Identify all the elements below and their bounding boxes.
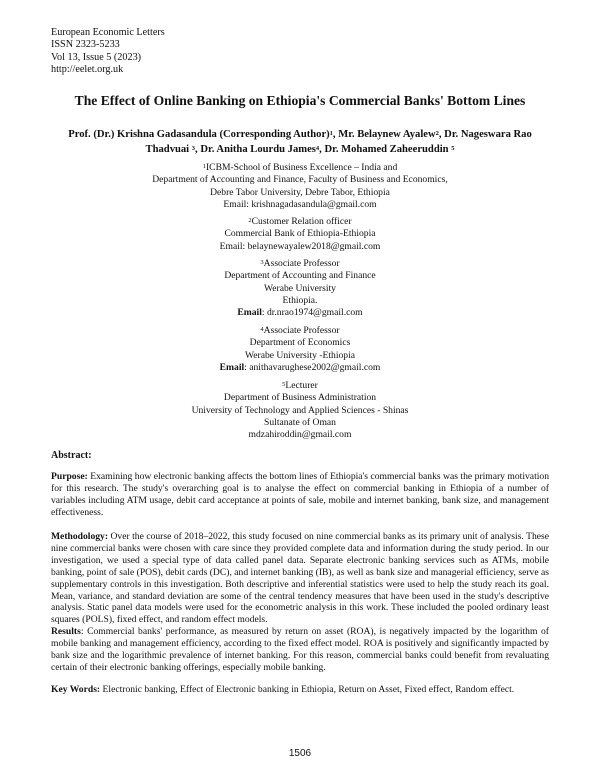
affiliation-sup: 2 bbox=[248, 217, 252, 224]
affiliation-sup: 1 bbox=[202, 163, 206, 170]
abstract-heading: Abstract: bbox=[51, 450, 92, 461]
author-3: , Dr. Nageswara Rao bbox=[438, 129, 532, 140]
affiliation-sup: 4 bbox=[260, 326, 264, 333]
journal-name: European Economic Letters bbox=[51, 27, 165, 38]
author-4: , Dr. Anitha Lourdu James bbox=[195, 144, 316, 155]
affiliation-1 bbox=[0, 162, 600, 211]
purpose-label: Purpose: bbox=[51, 471, 88, 482]
affiliation-line bbox=[0, 162, 600, 174]
methodology-label: Methodology: bbox=[51, 531, 109, 542]
author-5-sup: 5 bbox=[451, 145, 455, 152]
email-label: Email bbox=[219, 361, 245, 373]
affiliation-line bbox=[0, 380, 600, 392]
abstract-methodology bbox=[51, 531, 549, 626]
results-text: : Commercial banks' performance, as measured by return on asset (ROA), is negatively impacted by the logarithm of mobile banking and management efficiency, according to the fixed effect model. ROA is positively and significantly impacted by bank size and the logarithmic prevalence of internet banking. For this reason, commercial banks could benefit from revaluating certain of their electronic banking offerings, especially mobile banking. bbox=[51, 626, 549, 673]
purpose-text: Examining how electronic banking affects the bottom lines of Ethiopia's commercial banks was the primary motivation for this research. The study's overarching goal is to analyse the effect on commercial banking in Ethiopia of a number of variables including ATM usage, debit card acceptance at points of sale, mobile and internet banking, bank size, and management effectiveness. bbox=[51, 471, 549, 518]
email-label: Email bbox=[237, 307, 262, 319]
affiliation-line: Werabe University -Ethiopia bbox=[244, 349, 356, 361]
author-line-1 bbox=[50, 127, 550, 142]
affiliation-line: Department of Economics bbox=[249, 337, 351, 349]
affiliation-5 bbox=[0, 380, 600, 441]
affiliation-sup: 3 bbox=[260, 259, 264, 266]
affiliation-email-line bbox=[0, 307, 600, 319]
affiliation-line: Department of Accounting and Finance bbox=[224, 270, 376, 282]
affiliation-email-line bbox=[0, 362, 600, 374]
journal-volume: Vol 13, Issue 5 (2023) bbox=[51, 51, 142, 63]
abstract-purpose bbox=[51, 471, 549, 519]
affiliation-line: Werabe University bbox=[264, 282, 336, 294]
affiliation-text: Associate Professor bbox=[263, 325, 340, 336]
keywords-text: Electronic banking, Effect of Electronic banking in Ethiopia, Return on Asset, Fixed effect, Random effect. bbox=[100, 684, 515, 695]
affiliation-text: Lecturer bbox=[285, 380, 318, 391]
affiliation-line: Department of Accounting and Finance, Faculty of Business and Economics, bbox=[152, 174, 448, 186]
journal-url: http://eelet.org.uk bbox=[51, 64, 124, 76]
affiliation-3 bbox=[0, 258, 600, 319]
affiliation-text: Customer Relation officer bbox=[251, 216, 352, 227]
abstract-results bbox=[51, 626, 549, 674]
affiliation-line: Sultanate of Oman bbox=[264, 416, 336, 428]
email-address: belaynewayalew2018@gmail.com bbox=[247, 240, 381, 252]
email-address: : anithavarughese2002@gmail.com bbox=[244, 361, 381, 373]
email-label: Email: bbox=[219, 240, 248, 252]
author-list bbox=[50, 127, 550, 157]
author-3-sup: 3 bbox=[191, 145, 196, 152]
author-4-sup: 4 bbox=[315, 145, 320, 152]
email-address: mdzahiroddin@gmail.com bbox=[248, 429, 352, 441]
results-label: Results bbox=[51, 626, 81, 637]
affiliation-line: Debre Tabor University, Debre Tabor, Ethiopia bbox=[210, 186, 390, 198]
author-2: , Mr. Belaynew Ayalew bbox=[332, 129, 436, 140]
author-1: Prof. (Dr.) Krishna Gadasandula (Corresponding Author) bbox=[68, 129, 330, 140]
email-address: : dr.nrao1974@gmail.com bbox=[261, 307, 363, 319]
page-number: 1506 bbox=[288, 748, 312, 759]
methodology-text: Over the course of 2018–2022, this study focused on nine commercial banks as its primary unit of analysis. These nine commercial banks were chosen with care since they provided complete data and information during the study period. In our investigation, we used a special type of data called panel data. Separate electronic banking services such as ATMs, mobile banking, point of sale (POS), debit cards (DC), and internet banking (IB), as well as bank size and managerial efficiency, serve as supplementary controls in this investigation. Both descriptive and inferential statistics were used to help the study reach its goal. Mean, variance, and standard deviation are some of the central tendency measures that have been used in the study's descriptive analysis. Static panel data models were used for the econometric analysis in this work. These included the pooled ordinary least squares (POLS), fixed effect, and random effect models. bbox=[51, 531, 549, 626]
abstract-keywords bbox=[51, 684, 549, 696]
affiliation-sup: 5 bbox=[282, 381, 286, 388]
affiliation-4 bbox=[0, 325, 600, 374]
paper-title: The Effect of Online Banking on Ethiopia's Commercial Banks' Bottom Lines bbox=[74, 93, 526, 108]
affiliation-email-line bbox=[0, 199, 600, 211]
email-label: Email: bbox=[223, 198, 252, 210]
affiliation-text: ICBM-School of Business Excellence – India and bbox=[205, 162, 398, 173]
affiliation-line: Commercial Bank of Ethiopia-Ethiopia bbox=[224, 228, 376, 240]
email-address: krishnagadasandula@gmail.com bbox=[251, 198, 377, 210]
author-5: , Dr. Mohamed Zaheeruddin bbox=[319, 144, 452, 155]
journal-header bbox=[51, 27, 165, 77]
affiliation-line bbox=[0, 258, 600, 270]
affiliation-line: University of Technology and Applied Sciences - Shinas bbox=[191, 404, 409, 416]
author-2-sup: 2 bbox=[435, 130, 439, 137]
affiliation-line bbox=[0, 325, 600, 337]
affiliation-email-line bbox=[0, 429, 600, 441]
author-line-2 bbox=[50, 142, 550, 157]
author-1-sup: 1 bbox=[329, 130, 333, 137]
author-3-cont: Thadvuai bbox=[145, 144, 192, 155]
affiliation-line: Ethiopia. bbox=[282, 294, 318, 306]
affiliation-text: Associate Professor bbox=[263, 258, 340, 269]
journal-issn: ISSN 2323-5233 bbox=[51, 39, 120, 51]
keywords-label: Key Words: bbox=[51, 684, 101, 695]
affiliation-line bbox=[0, 216, 600, 228]
affiliation-email-line bbox=[0, 241, 600, 253]
affiliation-line: Department of Business Administration bbox=[223, 392, 377, 404]
affiliation-2 bbox=[0, 216, 600, 253]
